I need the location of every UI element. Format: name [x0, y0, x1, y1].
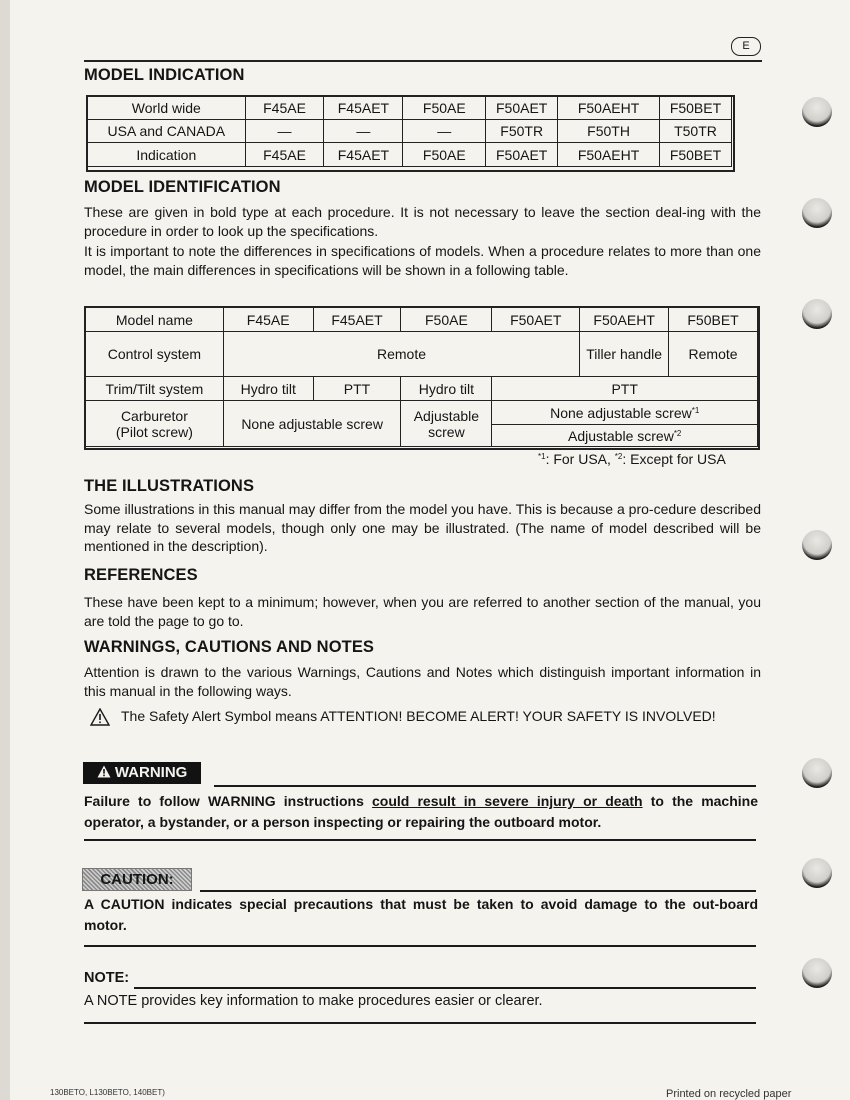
model-cell: F50AE: [403, 97, 486, 120]
carb-none-cell: None adjustable screw: [223, 401, 401, 447]
row-label: Indication: [88, 143, 246, 167]
model-cell: F50AET: [486, 143, 558, 167]
note-label: NOTE:: [84, 970, 130, 986]
model-cell: —: [245, 120, 324, 143]
model-cell: —: [324, 120, 403, 143]
model-cell: F50BET: [660, 97, 732, 120]
model-cell: F45AE: [223, 308, 313, 332]
control-remote-cell: Remote: [223, 332, 579, 377]
model-indication-title: MODEL INDICATION: [84, 66, 245, 84]
trim-cell: PTT: [492, 377, 758, 401]
caution-text: A CAUTION indicates special precautions that must be taken to avoid damage to the out-board motor.: [84, 896, 758, 933]
warning-emphasis: could result in severe injury or death: [372, 793, 643, 809]
footnote-mark: *2: [614, 452, 623, 461]
note-end-rule: [84, 1022, 756, 1024]
identification-paragraph: It is important to note the differences in specifications of models. When a procedure relates to more than one model, the main differences in specifications will be shown in a following table.: [84, 243, 761, 278]
model-cell: —: [403, 120, 486, 143]
trim-cell: Hydro tilt: [223, 377, 313, 401]
carb-adjustable-cell: Adjustable screw: [401, 401, 492, 447]
table-row: [86, 332, 758, 377]
caution-rule: [200, 890, 756, 892]
references-paragraph: These have been kept to a minimum; however, when you are referred to another section of the manual, you are told the page to go to.: [84, 594, 761, 629]
warning-end-rule: [84, 839, 756, 841]
language-badge: E: [731, 37, 761, 56]
warning-triangle-icon: [97, 765, 111, 778]
table-row: [88, 97, 732, 120]
row-label: Trim/Tilt system: [86, 377, 224, 401]
footer-models: 130BETO, L130BETO, 140BET): [50, 1088, 165, 1097]
header-rule: [84, 60, 762, 62]
illustrations-paragraph: Some illustrations in this manual may differ from the model you have. This is because a pro-cedure described may relate to several models, though only one may be illustrated. (The name of model described will be mentioned in the description).: [84, 501, 761, 554]
warnings-intro: Attention is drawn to the various Warnings, Cautions and Notes which distinguish important information in this manual in the following ways.: [84, 664, 761, 699]
model-cell: F50BET: [669, 308, 758, 332]
table-row: [88, 143, 732, 167]
warning-text: [84, 791, 758, 833]
model-cell: F50AET: [486, 97, 558, 120]
safety-alert-text: The Safety Alert Symbol means ATTENTION! BECOME ALERT! YOUR SAFETY IS INVOLVED!: [121, 708, 716, 724]
page-left-edge: [0, 0, 10, 1100]
model-cell: F45AET: [324, 97, 403, 120]
table-row: [86, 377, 758, 401]
row-label: USA and CANADA: [88, 120, 246, 143]
model-cell: F50AET: [492, 308, 580, 332]
model-identification-table: [85, 307, 758, 447]
model-cell: F50AE: [403, 143, 486, 167]
references-title: REFERENCES: [84, 566, 198, 584]
table-row: [88, 120, 732, 143]
note-rule: [134, 987, 756, 989]
binder-hole: [802, 97, 832, 127]
binder-hole: [802, 758, 832, 788]
model-cell: F50TH: [558, 120, 660, 143]
control-tiller-cell: Tiller handle: [580, 332, 669, 377]
warning-text-part: to the machine operator, a bystander, or a person inspecting or repairing the outboard motor.: [84, 793, 759, 830]
note-text: A NOTE provides key information to make procedures easier or clearer.: [84, 993, 543, 1009]
warnings-title: WARNINGS, CAUTIONS AND NOTES: [84, 638, 375, 656]
footnote-mark: *1: [538, 452, 546, 461]
control-remote-cell: Remote: [669, 332, 758, 377]
caution-end-rule: [84, 945, 756, 947]
model-cell: F45AE: [245, 97, 324, 120]
footnote-mark: *1: [691, 405, 700, 415]
model-indication-table: [87, 96, 732, 167]
trim-cell: Hydro tilt: [401, 377, 492, 401]
model-cell: F50AEHT: [558, 97, 660, 120]
carb-usa-cell: [492, 401, 758, 425]
carb-other-text: Adjustable screw: [567, 427, 674, 444]
model-cell: F50AE: [401, 308, 492, 332]
model-cell: F45AET: [313, 308, 401, 332]
warning-rule: [214, 785, 756, 787]
table-row: [86, 308, 758, 332]
illustrations-title: THE ILLUSTRATIONS: [84, 477, 255, 495]
warning-label-text: WARNING: [114, 764, 188, 781]
binder-hole: [802, 530, 832, 560]
warning-label: [83, 762, 201, 784]
footnote-text: : Except for USA: [622, 451, 726, 467]
identification-paragraph: These are given in bold type at each procedure. It is not necessary to leave the section deal-ing with the procedure in order to look up the specifications.: [84, 204, 761, 239]
model-cell: F50BET: [660, 143, 732, 167]
carb-usa-text: None adjustable screw: [550, 404, 692, 421]
binder-hole: [802, 858, 832, 888]
header-label: Model name: [86, 308, 224, 332]
model-cell: F45AE: [245, 143, 324, 167]
footnote-mark: *2: [673, 428, 682, 438]
trim-cell: PTT: [313, 377, 401, 401]
table-row: [86, 401, 758, 425]
model-identification-title: MODEL IDENTIFICATION: [84, 178, 281, 196]
binder-hole: [802, 198, 832, 228]
model-cell: F45AET: [324, 143, 403, 167]
footnote-text: : For USA,: [545, 451, 615, 467]
row-label: World wide: [88, 97, 246, 120]
row-label: Control system: [86, 332, 224, 377]
binder-hole: [802, 299, 832, 329]
caution-label: CAUTION:: [82, 868, 192, 891]
row-label: Carburetor (Pilot screw): [86, 401, 224, 447]
footer-printed-note: Printed on recycled paper: [666, 1088, 792, 1100]
model-cell: F50TR: [486, 120, 558, 143]
carb-other-cell: [492, 425, 758, 447]
model-cell: F50AEHT: [558, 143, 660, 167]
safety-alert-icon: [90, 708, 110, 726]
warning-text-part: Failure to follow WARNING instructions: [84, 793, 373, 809]
binder-hole: [802, 958, 832, 988]
model-cell: F50AEHT: [580, 308, 669, 332]
model-cell: T50TR: [660, 120, 732, 143]
table-footnote: [538, 451, 726, 467]
